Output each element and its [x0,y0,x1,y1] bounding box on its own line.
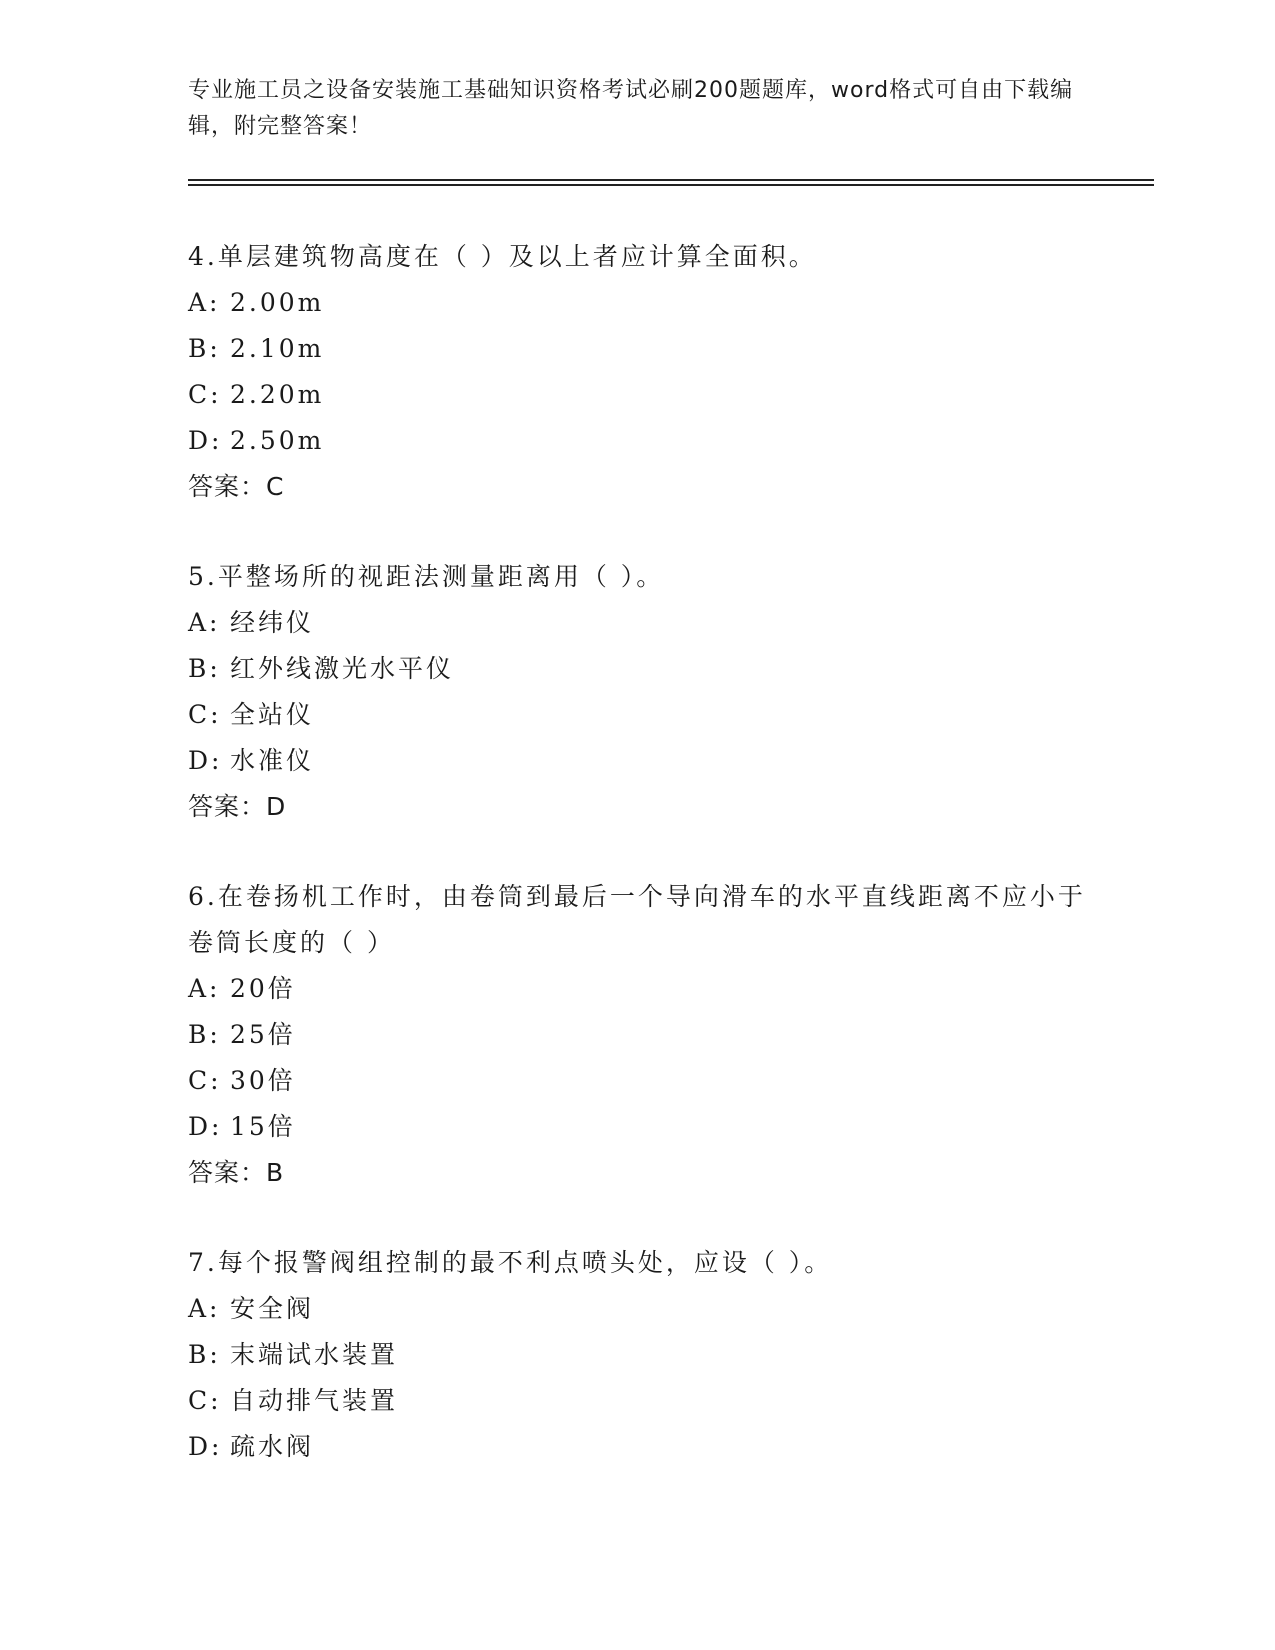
option-letter: C: [188,1066,222,1095]
option-a [188,1286,1088,1332]
document-header: 专业施工员之设备安装施工基础知识资格考试必刷200题题库，word格式可自由下载编辑，附完整答案！ [188,78,1074,139]
option-letter: C: [188,1386,222,1415]
option-text: 红外线激光水平仪 [230,654,455,683]
option-text: 15倍 [230,1112,296,1141]
option-letter: A: [188,1294,221,1323]
option-text: 2.00m [230,288,325,317]
option-d [188,1424,1088,1470]
question-4 [188,234,1088,510]
option-a [188,600,1088,646]
option-letter: B: [188,1340,221,1369]
option-letter: B: [188,1020,221,1049]
question-7 [188,1240,1088,1470]
option-letter: D: [188,1112,223,1141]
option-letter: D: [188,426,223,455]
option-d [188,738,1088,784]
option-text: 25倍 [230,1020,296,1049]
option-letter: C: [188,700,222,729]
option-b [188,326,1088,372]
option-c [188,1058,1088,1104]
option-text: 安全阀 [230,1294,315,1323]
question-stem: 6.在卷扬机工作时，由卷筒到最后一个导向滑车的水平直线距离不应小于卷筒长度的（ ） [188,882,1086,957]
option-text: 2.10m [230,334,325,363]
option-d [188,418,1088,464]
option-d [188,1104,1088,1150]
question-stem: 5.平整场所的视距法测量距离用（ ）。 [188,562,665,591]
option-text: 疏水阀 [230,1432,315,1461]
option-letter: A: [188,288,221,317]
answer-line: 答案：B [188,1158,285,1187]
option-text: 2.20m [230,380,325,409]
option-letter: A: [188,974,221,1003]
option-letter: B: [188,334,221,363]
option-b [188,1332,1088,1378]
option-text: 2.50m [230,426,325,455]
option-letter: A: [188,608,221,637]
option-a [188,280,1088,326]
question-6 [188,874,1088,1196]
header-divider-top [188,179,1154,181]
option-letter: C: [188,380,222,409]
option-text: 30倍 [230,1066,296,1095]
question-stem: 7.每个报警阀组控制的最不利点喷头处，应设（ ）。 [188,1248,833,1277]
option-c [188,692,1088,738]
option-text: 自动排气装置 [230,1386,399,1415]
option-text: 20倍 [230,974,296,1003]
option-text: 全站仪 [230,700,315,729]
option-a [188,966,1088,1012]
question-5 [188,554,1088,830]
option-text: 经纬仪 [230,608,315,637]
option-b [188,646,1088,692]
option-letter: B: [188,654,221,683]
option-b [188,1012,1088,1058]
option-text: 水准仪 [230,746,315,775]
answer-line: 答案：D [188,792,287,821]
answer-line: 答案：C [188,472,285,501]
option-text: 末端试水装置 [230,1340,399,1369]
option-c [188,1378,1088,1424]
header-divider-bottom [188,184,1154,186]
question-stem: 4.单层建筑物高度在（ ）及以上者应计算全面积。 [188,242,817,271]
option-c [188,372,1088,418]
option-letter: D: [188,1432,223,1461]
option-letter: D: [188,746,223,775]
